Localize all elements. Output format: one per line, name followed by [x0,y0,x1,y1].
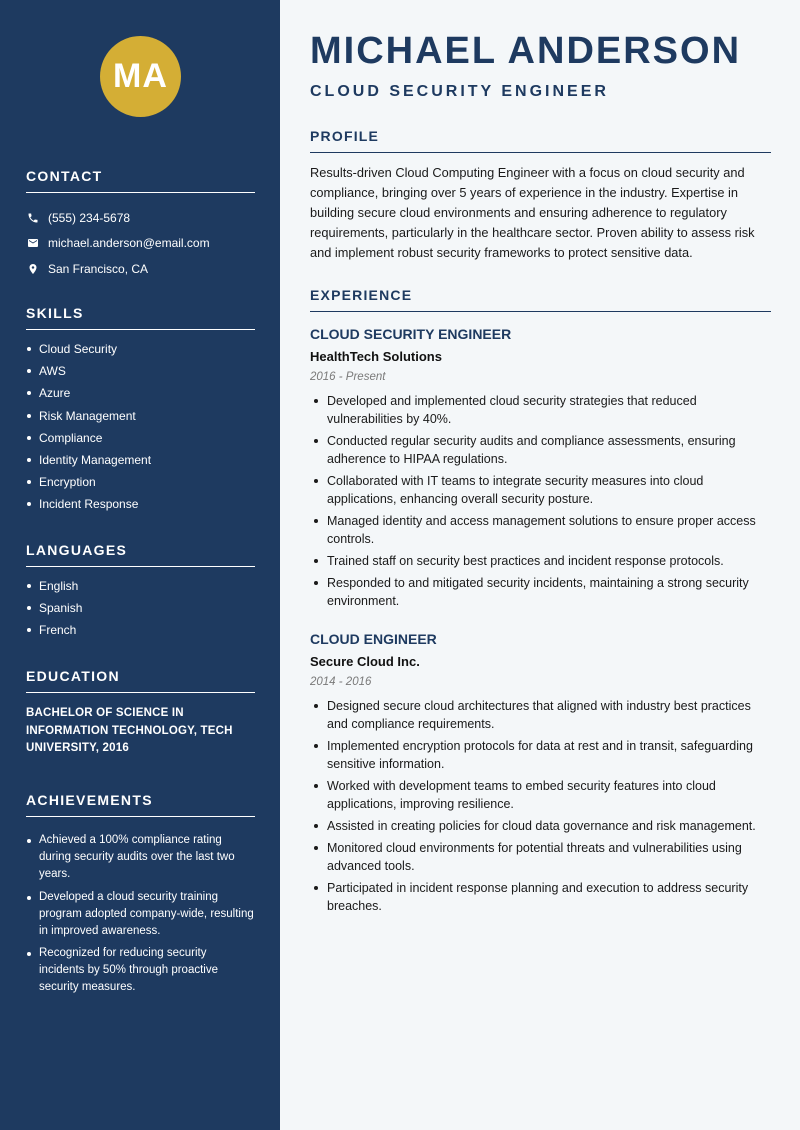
list-item: Implemented encryption protocols for data at rest and in transit, safeguarding sensitive information. [310,737,771,773]
list-item: Developed and implemented cloud security strategies that reduced vulnerabilities by 40%. [310,392,771,428]
education-section [26,668,255,758]
profile-text: Results-driven Cloud Computing Engineer with a focus on cloud security and compliance, bringing over 5 years of experience in the industry. Expertise in building secure cloud environments and ensuring adherence to regulatory requirements, particularly in the healthcare sector. Proven ability to assess risk and implement robust security frameworks to protect sensitive data. [310,165,755,260]
job-bullets [310,697,771,915]
skills-section [26,305,255,518]
job-dates: 2014 - 2016 [310,676,372,688]
list-item: Managed identity and access management solutions to ensure proper access controls. [310,512,771,548]
company-name: Secure Cloud Inc. [310,654,420,669]
list-item: Recognized for reducing security incidents by 50% through proactive security measures. [26,945,255,996]
list-item: Responded to and mitigated security incidents, maintaining a strong security environment. [310,574,771,610]
contact-location [26,256,255,282]
avatar-initials: MA [113,57,168,95]
list-item: Identity Management [26,451,255,473]
achievements-list [26,832,255,996]
job-title: CLOUD ENGINEER [310,631,437,647]
list-item: French [26,621,255,643]
education-degree: BACHELOR OF SCIENCE IN INFORMATION TECHNOLOGY, TECH UNIVERSITY, 2016 [26,707,233,754]
contact-list [26,205,255,282]
company-name: HealthTech Solutions [310,349,442,364]
list-item: Designed secure cloud architectures that aligned with industry best practices and compliance requirements. [310,697,771,733]
job-bullets [310,392,771,610]
list-item: AWS [26,362,255,384]
list-item: Achieved a 100% compliance rating during security audits over the last two years. [26,832,255,883]
candidate-name: MICHAEL ANDERSON [310,30,742,72]
languages-list [26,577,255,644]
achievements-heading: ACHIEVEMENTS [26,792,255,817]
contact-email-text: michael.anderson@email.com [48,236,210,251]
list-item: Conducted regular security audits and compliance assessments, ensuring adherence to HIPAA regulations. [310,432,771,468]
list-item: English [26,577,255,599]
contact-location-text: San Francisco, CA [48,261,149,276]
candidate-title: CLOUD SECURITY ENGINEER [310,83,609,100]
list-item: Collaborated with IT teams to integrate security measures into cloud applications, enhancing overall security posture. [310,472,771,508]
list-item: Encryption [26,473,255,495]
list-item: Incident Response [26,495,255,517]
skills-list [26,340,255,518]
sidebar [0,0,280,1130]
list-item: Worked with development teams to embed security features into cloud applications, improving resilience. [310,777,771,813]
list-item: Risk Management [26,407,255,429]
list-item: Cloud Security [26,340,255,362]
contact-section [26,168,255,282]
list-item: Compliance [26,429,255,451]
skills-heading: SKILLS [26,305,255,330]
avatar [100,36,181,117]
list-item: Trained staff on security best practices and incident response protocols. [310,552,771,570]
achievements-section [26,792,255,1002]
list-item: Monitored cloud environments for potential threats and vulnerabilities using advanced tools. [310,839,771,875]
list-item: Spanish [26,599,255,621]
job-entry [310,631,771,919]
list-item: Azure [26,384,255,406]
job-title: CLOUD SECURITY ENGINEER [310,326,512,342]
list-item: Participated in incident response planning and execution to address security breaches. [310,879,771,915]
location-pin-icon [26,262,40,276]
profile-heading: PROFILE [310,128,771,153]
contact-phone [26,205,255,231]
contact-email [26,231,255,257]
experience-heading: EXPERIENCE [310,287,771,312]
contact-phone-text: (555) 234-5678 [48,210,131,225]
languages-heading: LANGUAGES [26,542,255,567]
contact-heading: CONTACT [26,168,255,193]
phone-icon [26,211,40,225]
education-heading: EDUCATION [26,668,255,693]
job-entry [310,326,771,614]
email-icon [26,236,40,250]
languages-section [26,542,255,644]
list-item: Developed a cloud security training program adopted company-wide, resulting in improved awareness. [26,889,255,940]
list-item: Assisted in creating policies for cloud data governance and risk management. [310,817,771,835]
job-dates: 2016 - Present [310,371,386,383]
